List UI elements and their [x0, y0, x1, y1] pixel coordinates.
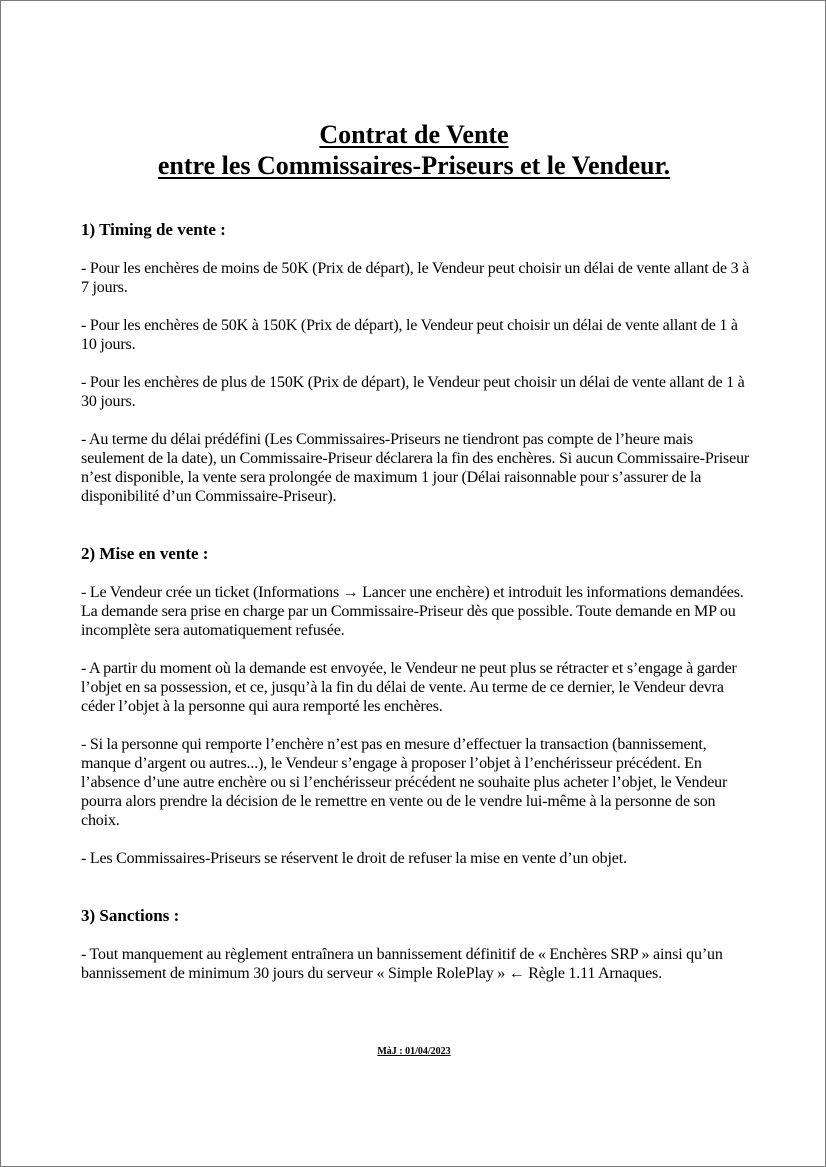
- title-line-1: Contrat de Vente: [319, 120, 509, 149]
- document-title: [1, 119, 826, 181]
- paragraph: - Si la personne qui remporte l’enchère n’est pas en mesure d’effectuer la transaction (bannissement, manque d’argent ou autres...), le Vendeur s’engage à proposer l’objet à l’enchérisseur précédent. En l’absence d’une autre enchère ou si l’enchérisseur précédent ne souhaite plus acheter l’objet, le Vendeur pourra alors prendre la décision de le remettre en vente ou de le vendre lui-même à la personne de son choix.: [81, 736, 728, 829]
- paragraph: - Au terme du délai prédéfini (Les Commissaires-Priseurs ne tiendront pas compte de l’heure mais seulement de la date), un Commissaire-Priseur déclarera la fin des enchères. Si aucun Commissaire-Priseur n’est disponible, la vente sera prolongée de maximum 1 jour (Délai raisonnable pour s’assurer de la disponibilité d’un Commissaire-Priseur).: [81, 431, 750, 505]
- paragraph: - Les Commissaires-Priseurs se réservent le droit de refuser la mise en vente d’un objet.: [81, 850, 627, 867]
- title-line-2: entre les Commissaires-Priseurs et le Vendeur.: [157, 151, 671, 180]
- paragraph: - Pour les enchères de 50K à 150K (Prix de départ), le Vendeur peut choisir un délai de vente allant de 1 à 10 jours.: [81, 317, 738, 353]
- paragraph: - Tout manquement au règlement entraînera un bannissement définitif de « Enchères SRP » ainsi qu’un bannissement de minimum 30 jours du serveur « Simple RolePlay » ← Règle 1.11 Arnaques.: [81, 946, 723, 982]
- paragraph: - A partir du moment où la demande est envoyée, le Vendeur ne peut plus se rétracter et s’engage à garder l’objet en sa possession, et ce, jusqu’à la fin du délai de vente. Au terme de ce dernier, le Vendeur devra céder l’objet à la personne qui aura remporté les enchères.: [81, 660, 737, 715]
- update-date-label: MàJ : 01/04/2023: [377, 1046, 451, 1057]
- document-body: [81, 220, 753, 983]
- section-mise-en-vente: [81, 544, 753, 868]
- paragraph: - Le Vendeur crée un ticket (Informations → Lancer une enchère) et introduit les informations demandées. La demande sera prise en charge par un Commissaire-Priseur dès que possible. Toute demande en MP ou incomplète sera automatiquement refusée.: [81, 584, 744, 639]
- update-date: [1, 1046, 826, 1058]
- section-timing: [81, 220, 753, 506]
- section-heading: 3) Sanctions :: [81, 906, 180, 925]
- section-sanctions: [81, 906, 753, 983]
- paragraph: - Pour les enchères de moins de 50K (Prix de départ), le Vendeur peut choisir un délai de vente allant de 3 à 7 jours.: [81, 260, 750, 296]
- section-heading: 2) Mise en vente :: [81, 544, 209, 563]
- paragraph: - Pour les enchères de plus de 150K (Prix de départ), le Vendeur peut choisir un délai de vente allant de 1 à 30 jours.: [81, 374, 745, 410]
- section-heading: 1) Timing de vente :: [81, 220, 226, 239]
